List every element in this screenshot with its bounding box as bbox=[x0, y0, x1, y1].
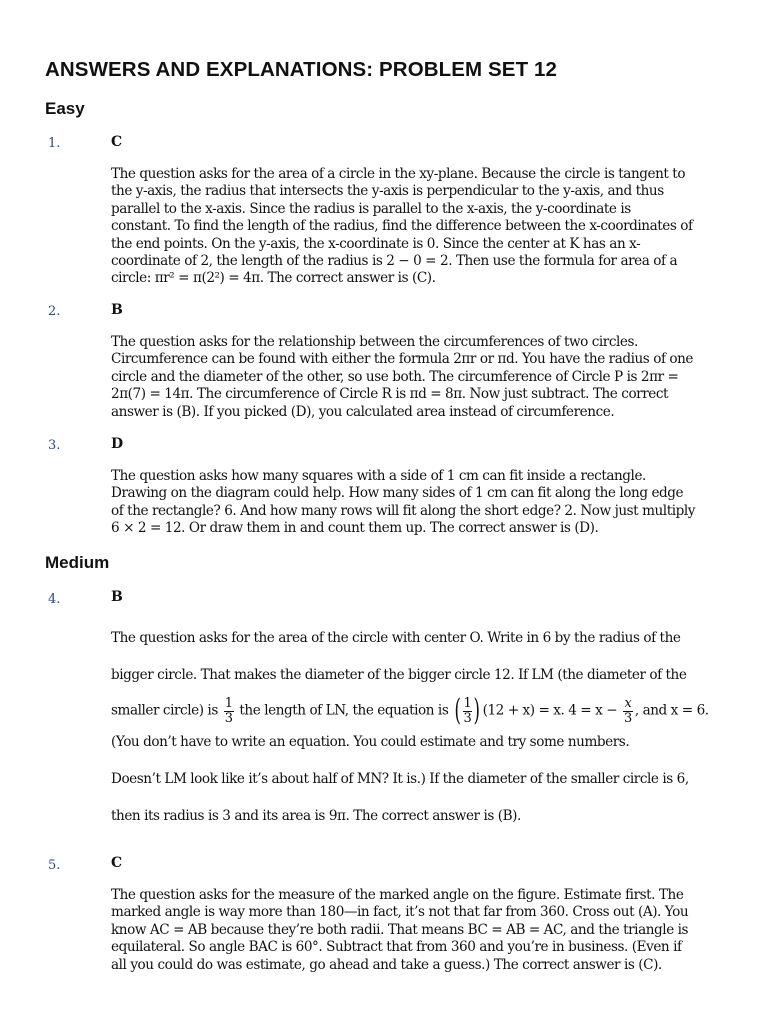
fraction-numerator: 1 bbox=[463, 695, 472, 711]
explanation-line: The question asks how many squares with a side of 1 cm can fit inside a rectangle. bbox=[111, 468, 646, 484]
explanation-line: constant. To find the length of the radius, find the difference between the x-coordinates of bbox=[111, 218, 693, 235]
explanation-line: The question asks for the area of the circle with center O. Write in 6 by the radius of the bbox=[111, 630, 681, 646]
explanation-line: The question asks for the relationship between the circumferences of two circles. bbox=[111, 334, 638, 350]
section-heading-medium: Medium bbox=[45, 553, 110, 572]
fraction-x-over-three bbox=[623, 697, 633, 726]
explanation-line: The question asks for the area of a circle in the xy-plane. Because the circle is tangent to bbox=[111, 166, 686, 182]
explanation-line: equilateral. So angle BAC is 60°. Subtract that from 360 and you’re in business. (Even if bbox=[111, 939, 682, 956]
question-number: 4. bbox=[48, 592, 61, 607]
question-number: 3. bbox=[48, 438, 61, 453]
answer-letter: B bbox=[111, 589, 123, 605]
explanation-line: the end points. On the y-axis, the x-coordinate is 0. Since the center at K has an x- bbox=[111, 235, 641, 252]
fraction-numerator: x bbox=[624, 695, 632, 711]
explanation-line: Circumference can be found with either the formula 2πr or πd. You have the radius of one bbox=[111, 351, 694, 368]
page-title: ANSWERS AND EXPLANATIONS: PROBLEM SET 12 bbox=[45, 58, 557, 81]
fraction-one-third bbox=[224, 697, 234, 726]
fraction-denominator: 3 bbox=[463, 710, 472, 726]
explanation-line: the y-axis, the radius that intersects the y-axis is perpendicular to the y-axis, and thus bbox=[111, 183, 664, 200]
explanation bbox=[111, 468, 726, 538]
open-paren: ( bbox=[454, 693, 461, 728]
explanation-line: marked angle is way more than 180—in fact, it’s not that far from 360. Cross out (A). You bbox=[111, 904, 689, 921]
question-number: 5. bbox=[48, 858, 61, 873]
answer-letter: C bbox=[111, 134, 123, 150]
explanation-line: 6 × 2 = 12. Or draw them in and count them up. The correct answer is (D). bbox=[111, 520, 599, 537]
answer-letter: C bbox=[111, 855, 123, 871]
explanation bbox=[111, 630, 726, 845]
fraction-denominator: 3 bbox=[224, 710, 233, 726]
fraction-one-third-paren bbox=[463, 697, 473, 726]
answer-letter: B bbox=[111, 302, 123, 318]
equation-text: (12 + x) = x. 4 = x − bbox=[482, 702, 618, 719]
explanation-line: Drawing on the diagram could help. How many sides of 1 cm can fit along the long edge bbox=[111, 485, 684, 502]
fraction-numerator: 1 bbox=[224, 695, 233, 711]
explanation-line: then its radius is 3 and its area is 9π. The correct answer is (B). bbox=[111, 808, 521, 824]
explanation-line: circle and the diameter of the other, so use both. The circumference of Circle P is 2πr = bbox=[111, 368, 679, 385]
explanation-line: The question asks for the measure of the marked angle on the figure. Estimate first. The bbox=[111, 887, 684, 903]
explanation-line: parallel to the x-axis. Since the radius is parallel to the x-axis, the y-coordinate is bbox=[111, 200, 631, 217]
close-paren: ) bbox=[473, 693, 481, 728]
explanation-line: (You don’t have to write an equation. You could estimate and try some numbers. bbox=[111, 734, 630, 750]
explanation bbox=[111, 166, 726, 288]
explanation-line: coordinate of 2, the length of the radius is 2 − 0 = 2. Then use the formula for area of a bbox=[111, 253, 678, 270]
equation-text: smaller circle) is bbox=[111, 702, 218, 719]
section-heading-easy: Easy bbox=[45, 99, 85, 118]
explanation-line: 2π(7) = 14π. The circumference of Circle R is πd = 8π. Now just subtract. The correct bbox=[111, 386, 669, 403]
explanation-line: know AC = AB because they’re both radii. That means BC = AB = AC, and the triangle is bbox=[111, 921, 689, 938]
equation-text: , and x = 6. bbox=[634, 702, 709, 719]
explanation-line: bigger circle. That makes the diameter of the bigger circle 12. If LM (the diameter of the bbox=[111, 667, 687, 683]
explanation-line: Doesn’t LM look like it’s about half of MN? It is.) If the diameter of the smaller circle is 6, bbox=[111, 771, 689, 787]
question-number: 2. bbox=[48, 304, 61, 319]
explanation-line: of the rectangle? 6. And how many rows will fit along the short edge? 2. Now just multiply bbox=[111, 502, 695, 519]
question-number: 1. bbox=[48, 136, 61, 151]
equation-text: the length of LN, the equation is bbox=[239, 702, 449, 719]
explanation-line: all you could do was estimate, go ahead and take a guess.) The correct answer is (C). bbox=[111, 956, 662, 973]
explanation-line: circle: πr² = π(2²) = 4π. The correct answer is (C). bbox=[111, 270, 436, 287]
explanation-line: answer is (B). If you picked (D), you calculated area instead of circumference. bbox=[111, 403, 615, 420]
fraction-denominator: 3 bbox=[624, 710, 632, 726]
explanation bbox=[111, 887, 726, 974]
explanation bbox=[111, 334, 726, 421]
answer-letter: D bbox=[111, 436, 124, 452]
